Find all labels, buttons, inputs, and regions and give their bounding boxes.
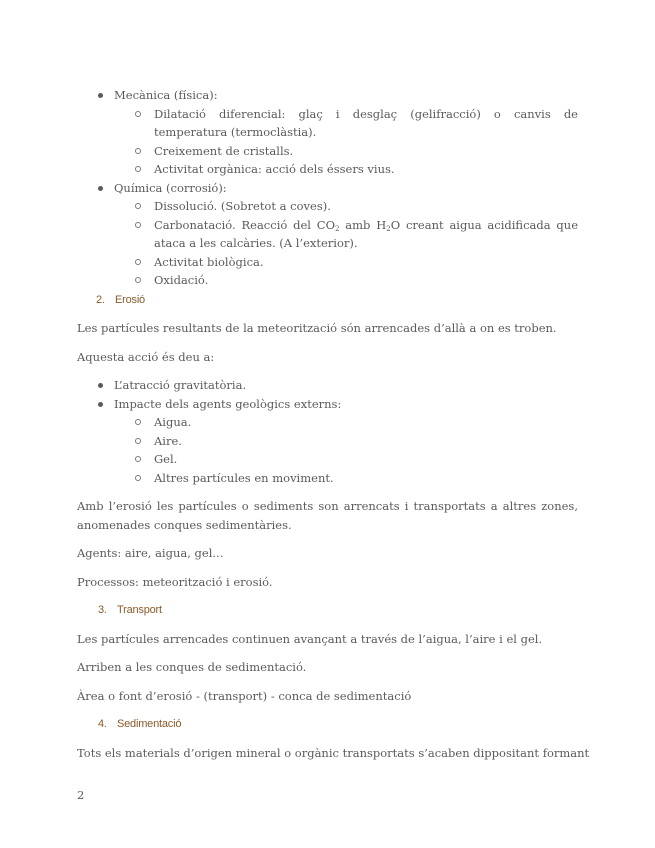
list-item: Altres partícules en moviment. bbox=[77, 469, 578, 488]
section-number: 4. bbox=[98, 718, 107, 730]
list-item: Activitat orgànica: acció dels éssers vius. bbox=[77, 160, 578, 179]
section-title: Transport bbox=[117, 604, 162, 616]
list-item: L’atracció gravitatòria. bbox=[77, 376, 578, 395]
section-heading-transport bbox=[77, 601, 578, 620]
page-content bbox=[77, 86, 590, 762]
paragraph: Àrea o font d’erosió - (transport) - conca de sedimentació bbox=[77, 688, 412, 703]
list-item: Dilatació diferencial: glaç i desglaç (gelifracció) o canvis de temperatura (termoclàstia). bbox=[77, 105, 578, 142]
subscript: 2 bbox=[335, 224, 340, 233]
paragraph: Les partícules resultants de la meteorització són arrencades d’allà a on es troben. bbox=[77, 321, 557, 335]
list-item: Aigua. bbox=[77, 413, 578, 432]
chemical-sublist bbox=[77, 197, 578, 290]
list-item bbox=[77, 395, 578, 488]
carbonation-text: Carbonatació. Reacció del CO bbox=[154, 217, 336, 232]
list-item: Dissolució. (Sobretot a coves). bbox=[77, 197, 578, 216]
weathering-types-list bbox=[77, 86, 578, 290]
agents-sublist bbox=[77, 413, 578, 487]
list-item bbox=[77, 179, 578, 290]
carbonation-text: amb H bbox=[339, 217, 387, 232]
impact-title: Impacte dels agents geològics externs: bbox=[114, 396, 342, 411]
list-item: Oxidació. bbox=[77, 271, 578, 290]
chemical-title: Química (corrosió): bbox=[114, 180, 227, 195]
list-item bbox=[77, 216, 578, 253]
list-item: Creixement de cristalls. bbox=[77, 142, 578, 161]
section-number: 3. bbox=[98, 604, 107, 616]
list-item: Activitat biològica. bbox=[77, 253, 578, 272]
paragraph: Arriben a les conques de sedimentació. bbox=[77, 660, 307, 674]
paragraph: Les partícules arrencades continuen avançant a través de l’aigua, l’aire i el gel. bbox=[77, 631, 543, 646]
paragraph: Aquesta acció és deu a: bbox=[77, 349, 215, 364]
paragraph: Agents: aire, aigua, gel... bbox=[77, 546, 224, 560]
section-number: 2. bbox=[96, 293, 105, 306]
carbonation-text: O creant aigua acidificada que ataca a les calcàries. (A l’exterior). bbox=[154, 217, 579, 250]
section-heading-erosion bbox=[77, 291, 578, 310]
section-heading-sedimentation bbox=[77, 715, 578, 734]
erosion-causes-list bbox=[77, 376, 578, 487]
paragraph: Processos: meteorització i erosió. bbox=[77, 574, 273, 589]
subscript: 2 bbox=[386, 224, 391, 233]
section-title: Sedimentació bbox=[117, 718, 182, 730]
mechanical-sublist bbox=[77, 105, 578, 179]
mechanical-title: Mecànica (física): bbox=[114, 88, 218, 102]
page-number: 2 bbox=[77, 788, 85, 802]
section-title: Erosió bbox=[115, 293, 145, 306]
list-item: Gel. bbox=[77, 450, 578, 469]
list-item: Aire. bbox=[77, 432, 578, 451]
list-item bbox=[77, 86, 578, 179]
paragraph: Tots els materials d’origen mineral o orgànic transportats s’acaben dippositant formant bbox=[77, 745, 590, 760]
paragraph: Amb l’erosió les partícules o sediments son arrencats i transportats a altres zones, anomenades conques sedimentàries. bbox=[77, 499, 578, 532]
